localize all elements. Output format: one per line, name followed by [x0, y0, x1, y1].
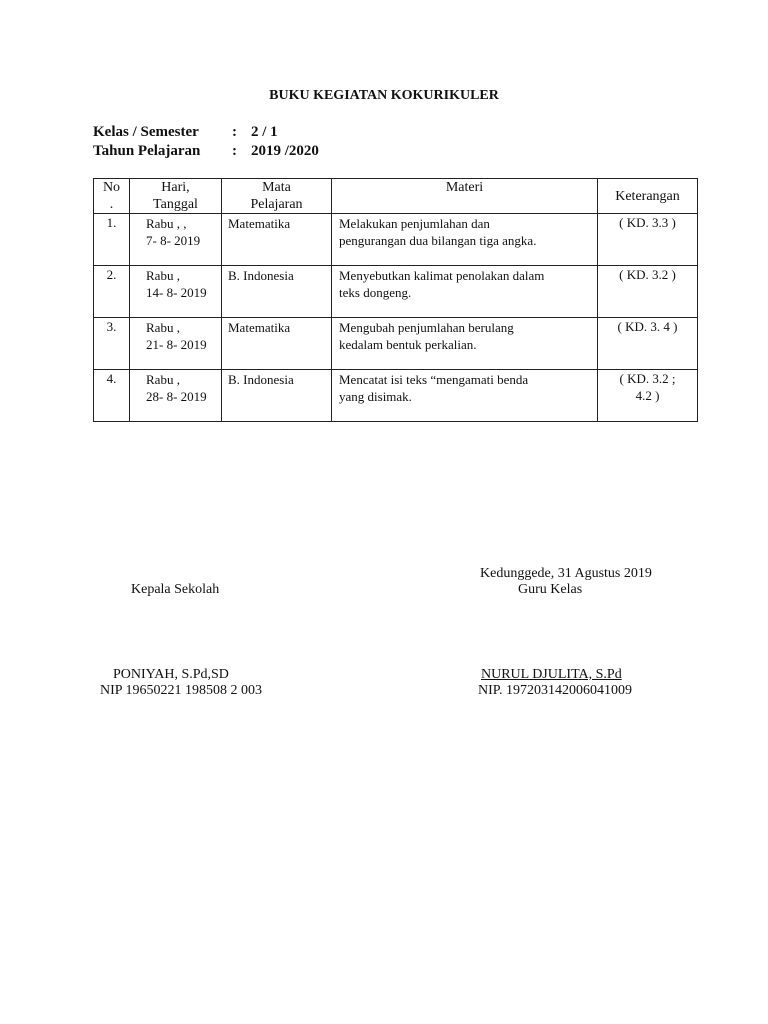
table-header-row — [94, 179, 698, 214]
kelas-semester-line — [93, 124, 393, 144]
table-row — [94, 266, 698, 318]
cell-mapel: B. Indonesia — [222, 266, 332, 318]
cell-tanggal: Rabu , 28- 8- 2019 — [130, 370, 222, 422]
header-mapel: Mata Pelajaran — [222, 179, 332, 214]
cell-keterangan: ( KD. 3. 4 ) — [598, 318, 698, 370]
tahun-label: Tahun Pelajaran — [93, 143, 201, 159]
table-row — [94, 370, 698, 422]
right-signer-role: Guru Kelas — [518, 582, 583, 597]
right-signer-nip: NIP. 197203142006041009 — [478, 683, 633, 698]
activity-table — [93, 178, 698, 422]
cell-materi: Mengubah penjumlahan berulang kedalam bentuk perkalian. — [332, 318, 598, 370]
kelas-label: Kelas / Semester — [93, 124, 199, 140]
cell-keterangan: ( KD. 3.2 ) — [598, 266, 698, 318]
cell-no: 1. — [94, 214, 130, 266]
header-keterangan: Keterangan — [598, 179, 698, 214]
cell-tanggal: Rabu , 14- 8- 2019 — [130, 266, 222, 318]
kelas-colon: : — [232, 124, 237, 140]
left-signer-role: Kepala Sekolah — [131, 582, 220, 597]
left-signer-name: PONIYAH, S.Pd,SD — [113, 667, 229, 682]
left-signer-nip: NIP 19650221 198508 2 003 — [100, 683, 263, 698]
right-signer-name: NURUL DJULITA, S.Pd — [481, 667, 622, 682]
table-row — [94, 214, 698, 266]
header-no: No . — [94, 179, 130, 214]
tahun-value: 2019 /2020 — [251, 143, 319, 159]
header-materi: Materi — [332, 179, 598, 214]
place-date: Kedunggede, 31 Agustus 2019 — [480, 566, 652, 581]
cell-tanggal: Rabu , 21- 8- 2019 — [130, 318, 222, 370]
tahun-colon: : — [232, 143, 237, 159]
cell-materi: Melakukan penjumlahan dan pengurangan dua bilangan tiga angka. — [332, 214, 598, 266]
cell-mapel: Matematika — [222, 318, 332, 370]
cell-materi: Mencatat isi teks “mengamati benda yang disimak. — [332, 370, 598, 422]
cell-keterangan: ( KD. 3.2 ; 4.2 ) — [598, 370, 698, 422]
cell-keterangan: ( KD. 3.3 ) — [598, 214, 698, 266]
cell-mapel: B. Indonesia — [222, 370, 332, 422]
header-tanggal: Hari, Tanggal — [130, 179, 222, 214]
cell-materi: Menyebutkan kalimat penolakan dalam teks dongeng. — [332, 266, 598, 318]
cell-mapel: Matematika — [222, 214, 332, 266]
cell-tanggal: Rabu , , 7- 8- 2019 — [130, 214, 222, 266]
cell-no: 4. — [94, 370, 130, 422]
cell-no: 2. — [94, 266, 130, 318]
kelas-value: 2 / 1 — [251, 124, 278, 140]
document-title: BUKU KEGIATAN KOKURIKULER — [269, 88, 499, 103]
table-row — [94, 318, 698, 370]
cell-no: 3. — [94, 318, 130, 370]
tahun-pelajaran-line — [93, 143, 393, 163]
